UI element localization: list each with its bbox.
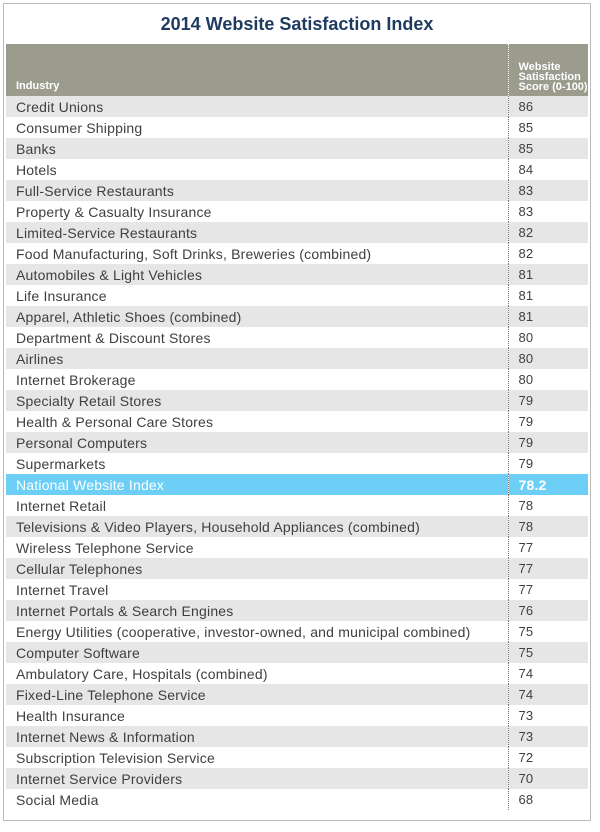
industry-cell: Internet News & Information — [6, 726, 508, 747]
industry-cell: Consumer Shipping — [6, 117, 508, 138]
industry-cell: Health Insurance — [6, 705, 508, 726]
industry-cell: Social Media — [6, 789, 508, 810]
table-row — [6, 579, 588, 600]
industry-cell: Health & Personal Care Stores — [6, 411, 508, 432]
table-row — [6, 516, 588, 537]
industry-cell: Internet Portals & Search Engines — [6, 600, 508, 621]
table-row — [6, 180, 588, 201]
table-row — [6, 663, 588, 684]
score-cell: 79 — [508, 432, 588, 453]
column-header-score-label: Website Satisfaction Score (0-100) — [518, 61, 588, 93]
industry-cell: Apparel, Athletic Shoes (combined) — [6, 306, 508, 327]
score-cell: 80 — [508, 348, 588, 369]
table-title: 2014 Website Satisfaction Index — [160, 14, 434, 34]
score-cell: 80 — [508, 369, 588, 390]
table-row — [6, 789, 588, 810]
score-cell: 83 — [508, 201, 588, 222]
industry-cell: Full-Service Restaurants — [6, 180, 508, 201]
industry-cell: Internet Service Providers — [6, 768, 508, 789]
industry-cell: Airlines — [6, 348, 508, 369]
industry-cell: Cellular Telephones — [6, 558, 508, 579]
score-cell: 85 — [508, 117, 588, 138]
score-cell: 70 — [508, 768, 588, 789]
table-row — [6, 642, 588, 663]
score-cell: 68 — [508, 789, 588, 810]
column-header-industry: Industry — [6, 44, 508, 96]
industry-cell: Internet Retail — [6, 495, 508, 516]
table-row — [6, 138, 588, 159]
table-row — [6, 558, 588, 579]
table-row — [6, 684, 588, 705]
industry-cell: Life Insurance — [6, 285, 508, 306]
table-row — [6, 96, 588, 117]
table-row — [6, 600, 588, 621]
table-row — [6, 390, 588, 411]
industry-cell: Property & Casualty Insurance — [6, 201, 508, 222]
score-cell: 80 — [508, 327, 588, 348]
table-row — [6, 432, 588, 453]
score-cell: 84 — [508, 159, 588, 180]
table-row — [6, 726, 588, 747]
score-cell: 75 — [508, 621, 588, 642]
score-cell: 76 — [508, 600, 588, 621]
satisfaction-table — [6, 44, 588, 810]
industry-cell: Fixed-Line Telephone Service — [6, 684, 508, 705]
score-cell: 74 — [508, 663, 588, 684]
table-row — [6, 159, 588, 180]
industry-cell: Department & Discount Stores — [6, 327, 508, 348]
table-row — [6, 705, 588, 726]
score-cell: 81 — [508, 306, 588, 327]
table-row — [6, 369, 588, 390]
score-cell: 73 — [508, 726, 588, 747]
industry-cell: National Website Index — [6, 474, 508, 495]
score-cell: 72 — [508, 747, 588, 768]
table-frame — [3, 3, 591, 821]
score-cell: 73 — [508, 705, 588, 726]
column-header-score — [508, 44, 588, 96]
industry-cell: Limited-Service Restaurants — [6, 222, 508, 243]
score-cell: 77 — [508, 537, 588, 558]
score-cell: 79 — [508, 453, 588, 474]
table-row — [6, 201, 588, 222]
score-cell: 75 — [508, 642, 588, 663]
industry-cell: Food Manufacturing, Soft Drinks, Breweries (combined) — [6, 243, 508, 264]
industry-cell: Specialty Retail Stores — [6, 390, 508, 411]
table-body — [6, 96, 588, 810]
table-row — [6, 453, 588, 474]
industry-cell: Supermarkets — [6, 453, 508, 474]
score-cell: 81 — [508, 264, 588, 285]
industry-cell: Automobiles & Light Vehicles — [6, 264, 508, 285]
score-cell: 82 — [508, 243, 588, 264]
table-row — [6, 747, 588, 768]
table-row — [6, 348, 588, 369]
score-cell: 78.2 — [508, 474, 588, 495]
score-cell: 79 — [508, 390, 588, 411]
industry-cell: Subscription Television Service — [6, 747, 508, 768]
score-cell: 77 — [508, 579, 588, 600]
score-cell: 86 — [508, 96, 588, 117]
industry-cell: Banks — [6, 138, 508, 159]
table-row — [6, 537, 588, 558]
score-cell: 85 — [508, 138, 588, 159]
table-row — [6, 621, 588, 642]
score-cell: 81 — [508, 285, 588, 306]
table-header-row — [6, 44, 588, 96]
table-row — [6, 474, 588, 495]
industry-cell: Internet Brokerage — [6, 369, 508, 390]
table-row — [6, 222, 588, 243]
score-cell: 78 — [508, 516, 588, 537]
industry-cell: Wireless Telephone Service — [6, 537, 508, 558]
industry-cell: Hotels — [6, 159, 508, 180]
table-row — [6, 264, 588, 285]
industry-cell: Energy Utilities (cooperative, investor-owned, and municipal combined) — [6, 621, 508, 642]
industry-cell: Televisions & Video Players, Household Appliances (combined) — [6, 516, 508, 537]
industry-cell: Internet Travel — [6, 579, 508, 600]
industry-cell: Credit Unions — [6, 96, 508, 117]
industry-cell: Ambulatory Care, Hospitals (combined) — [6, 663, 508, 684]
table-row — [6, 768, 588, 789]
table-row — [6, 285, 588, 306]
score-cell: 77 — [508, 558, 588, 579]
table-row — [6, 411, 588, 432]
table-row — [6, 117, 588, 138]
score-cell: 78 — [508, 495, 588, 516]
table-row — [6, 243, 588, 264]
table-row — [6, 327, 588, 348]
industry-cell: Personal Computers — [6, 432, 508, 453]
table-row — [6, 495, 588, 516]
score-cell: 74 — [508, 684, 588, 705]
score-cell: 82 — [508, 222, 588, 243]
table-row — [6, 306, 588, 327]
score-cell: 79 — [508, 411, 588, 432]
score-cell: 83 — [508, 180, 588, 201]
industry-cell: Computer Software — [6, 642, 508, 663]
